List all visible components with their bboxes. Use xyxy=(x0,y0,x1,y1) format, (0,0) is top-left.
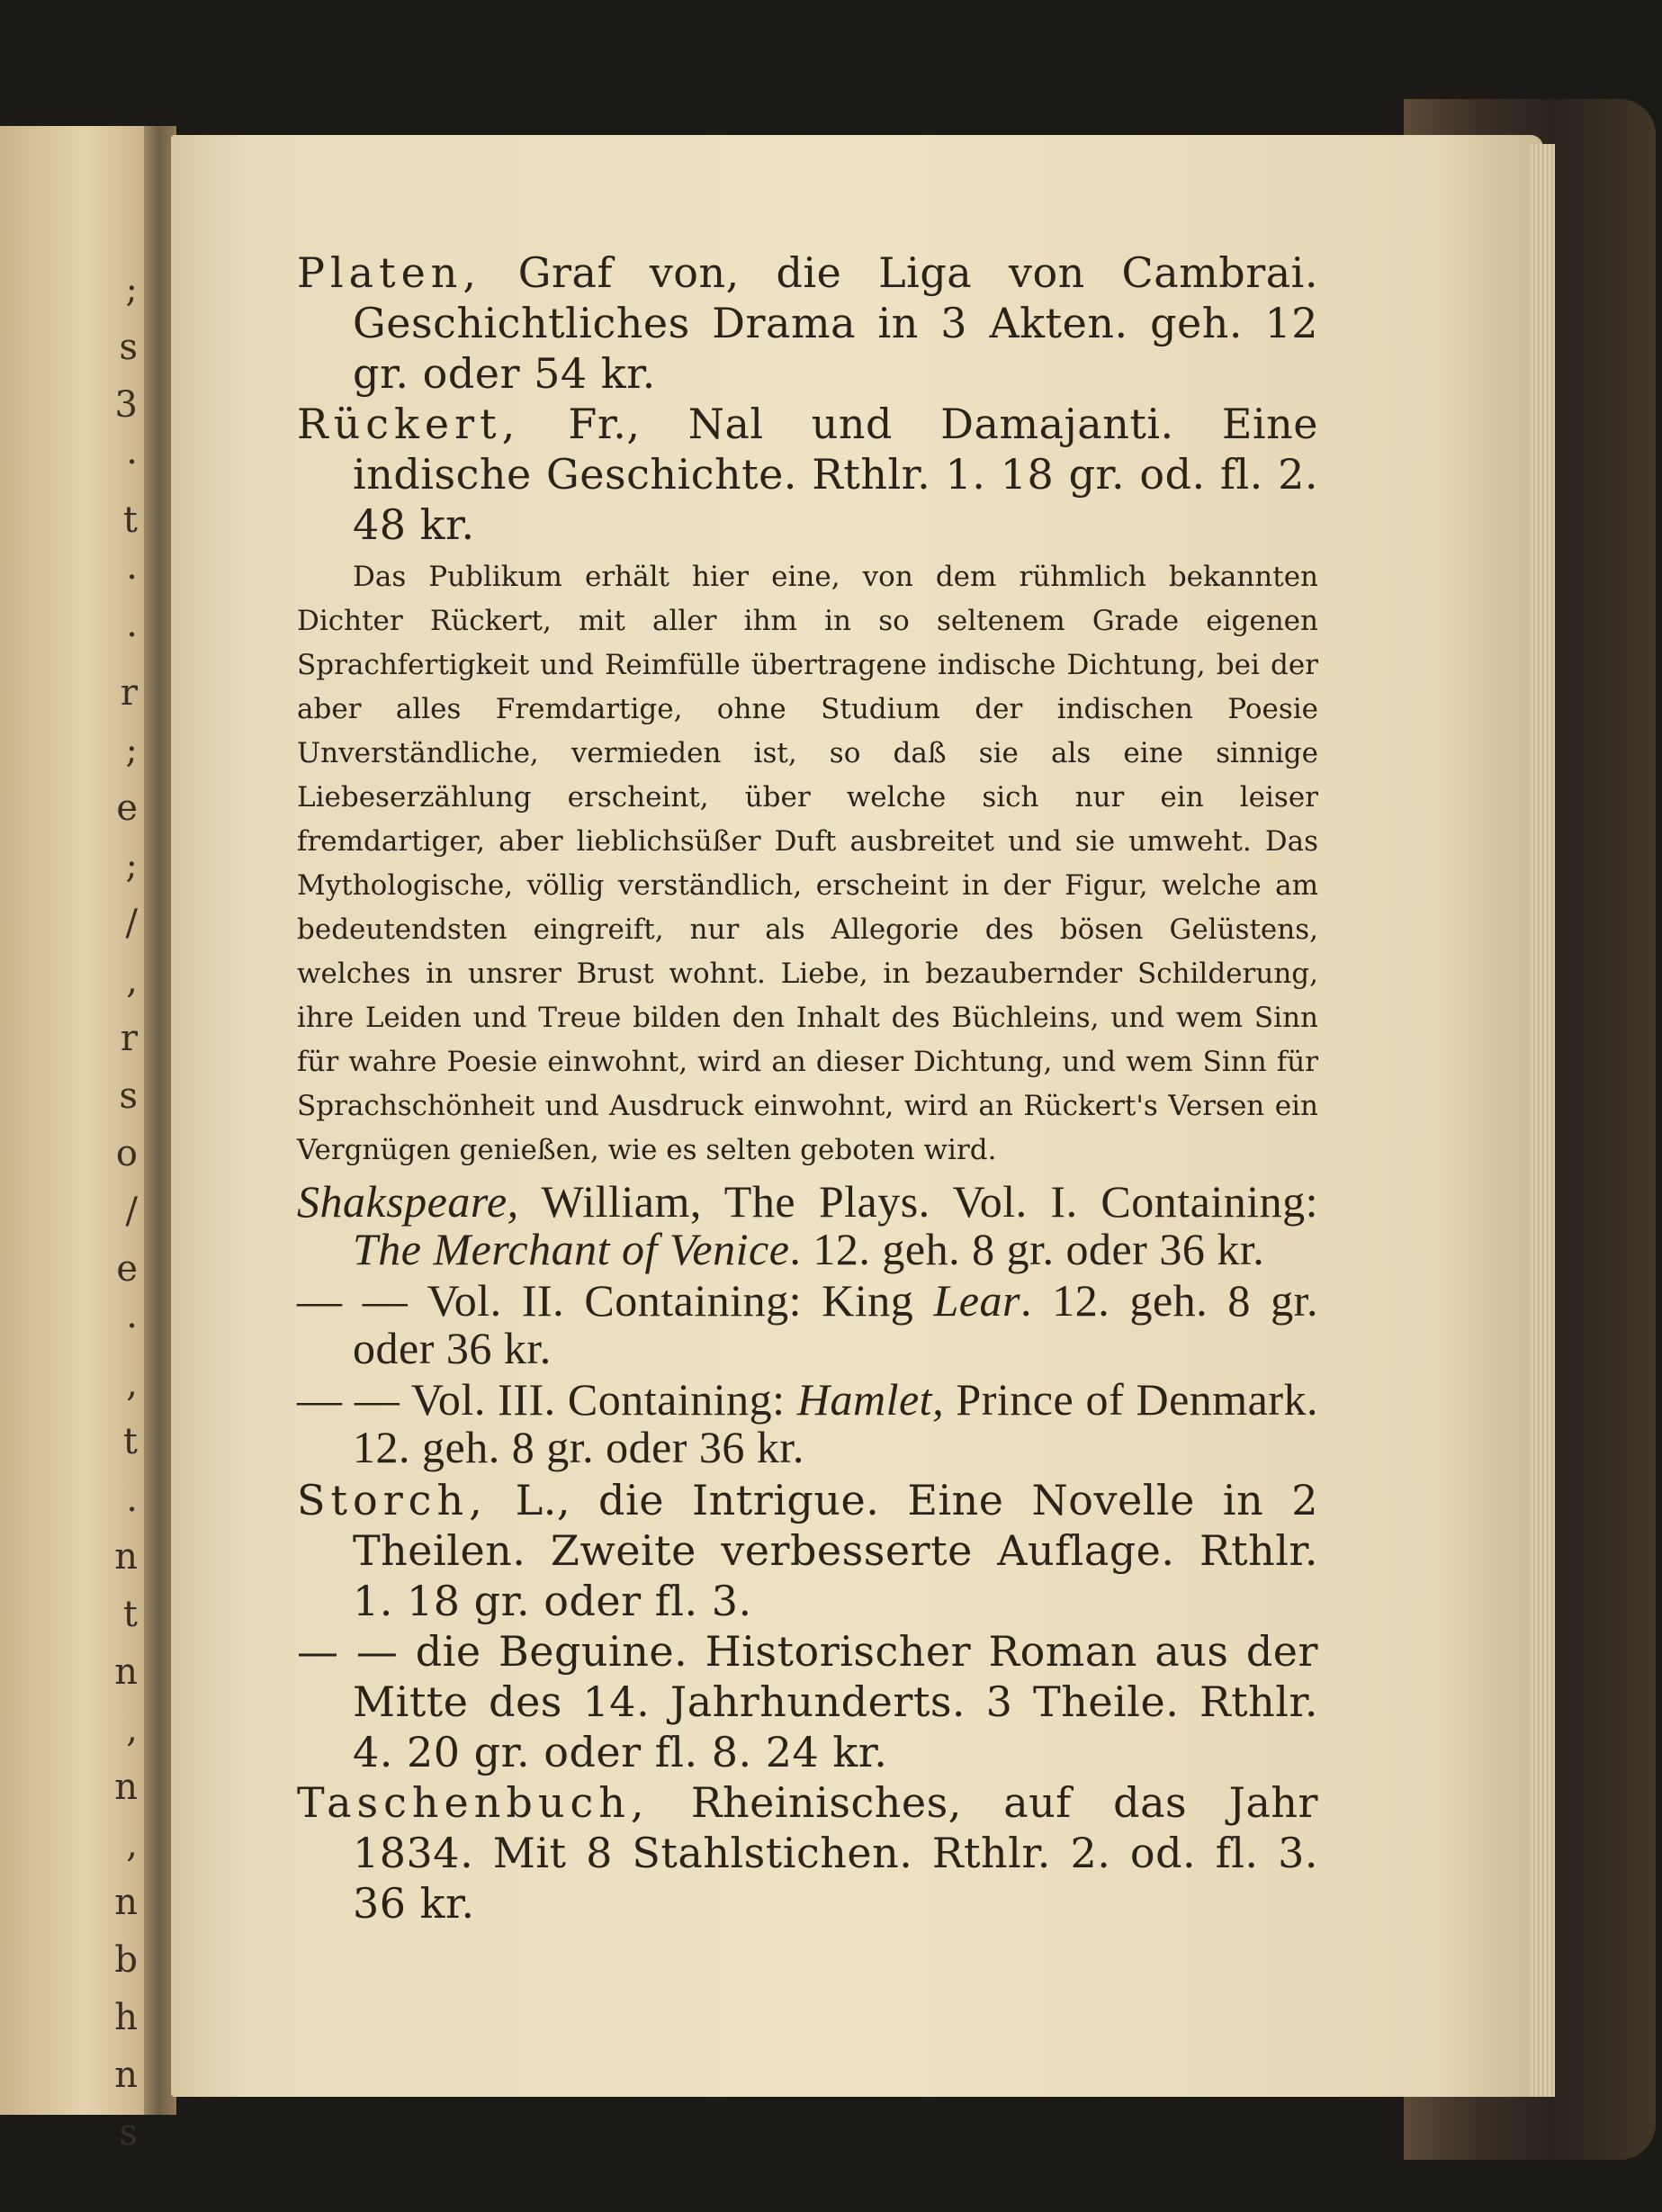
entry-shakspeare-vol3 xyxy=(297,1376,1318,1471)
margin-glyph: r xyxy=(120,1018,138,1059)
entry-title: The Merchant of Venice xyxy=(353,1224,790,1274)
entry-storch-intrigue xyxy=(297,1475,1318,1626)
margin-glyph: s xyxy=(119,327,138,368)
margin-glyph: ; xyxy=(125,845,138,886)
entry-platen xyxy=(297,247,1318,399)
margin-glyph: s xyxy=(119,1075,138,1117)
margin-glyph: · xyxy=(126,557,138,598)
margin-glyph: t xyxy=(122,1421,138,1462)
entry-text: Prince of Denmark. 12. geh. 8 gr. oder 36 kr. xyxy=(353,1374,1318,1472)
margin-glyph: ; xyxy=(125,730,138,771)
margin-glyph: t xyxy=(122,1594,138,1635)
margin-glyph: / xyxy=(125,903,138,944)
margin-glyph: 3 xyxy=(114,384,138,426)
margin-glyph: e xyxy=(116,787,138,829)
margin-glyph: . xyxy=(126,1479,138,1520)
margin-glyph: n xyxy=(114,1882,138,1923)
entry-author: Storch, xyxy=(297,1476,488,1524)
margin-glyph: b xyxy=(114,1939,138,1981)
margin-glyph: s xyxy=(119,2112,138,2154)
margin-glyph: n xyxy=(114,2055,138,2096)
margin-glyph: t xyxy=(122,499,138,541)
entry-text: . 12. geh. 8 gr. oder 36 kr. xyxy=(353,1275,1319,1373)
entry-storch-beguine xyxy=(297,1626,1318,1777)
entry-text: — — Vol. II. Containing: King xyxy=(297,1275,934,1326)
margin-glyph: r xyxy=(120,672,138,714)
entry-taschenbuch xyxy=(297,1777,1318,1929)
margin-glyph: ; xyxy=(125,269,138,310)
margin-glyph: e xyxy=(116,1248,138,1290)
entry-title: Hamlet, xyxy=(796,1374,945,1425)
entry-text: — — die Beguine. Historischer Roman aus der Mitte des 14. Jahrhunderts. 3 Theile. Rthlr. 4. 20 gr. oder fl. 8. 24 kr. xyxy=(297,1627,1318,1776)
entry-author: Rückert, xyxy=(297,400,521,448)
margin-glyph: , xyxy=(126,1363,138,1405)
margin-glyph: / xyxy=(125,1191,138,1232)
entry-author: Shakspeare, xyxy=(297,1176,519,1227)
entry-text: . 12. geh. 8 gr. oder 36 kr. xyxy=(789,1224,1265,1274)
left-page-fragment xyxy=(0,126,157,2154)
entry-text: L., die Intrigue. Eine Novelle in 2 Theilen. Zweite verbesserte Auflage. Rthlr. 1. 18 gr. oder fl. 3. xyxy=(353,1476,1318,1625)
margin-glyph: , xyxy=(126,1709,138,1750)
margin-glyph: n xyxy=(114,1651,138,1693)
entry-author: Taschenbuch, xyxy=(297,1778,650,1827)
entry-text: — — Vol. III. Containing: xyxy=(297,1374,797,1425)
page-edges xyxy=(1530,144,1555,2097)
margin-glyph: · xyxy=(126,442,138,483)
entry-text: Graf von, die Liga von Cambrai. Geschichtliches Drama in 3 Akten. geh. 12 gr. oder 54 kr. xyxy=(353,248,1318,398)
entry-author: Platen, xyxy=(297,248,482,297)
margin-glyph: n xyxy=(114,1767,138,1808)
left-margin-glyphs xyxy=(102,261,138,2162)
margin-glyph: h xyxy=(114,1997,138,2038)
catalog-text xyxy=(297,247,1318,1929)
entry-rueckert-description: Das Publikum erhält hier eine, von dem rühmlich bekannten Dichter Rückert, mit aller ihm in so seltenem Grade eigenen Sprachfertigkeit und Reimfülle übertragene indische Dichtung, bei der aber alles Fremdartige, ohne Studium der indischen Poesie Unverständliche, vermieden ist, so daß sie als eine sinnige Liebeserzählung erscheint, über welche sich nur ein leiser fremdartiger, aber lieblichsüßer Duft ausbreitet und sie umweht. Das Mythologische, völlig verständlich, erscheint in der Figur, welche am bedeutendsten eingreift, nur als Allegorie des bösen Gelüstens, welches in unsrer Brust wohnt. Liebe, in bezaubernder Schilderung, ihre Leiden und Treue bilden den Inhalt des Büchleins, und wem Sinn für wahre Poesie einwohnt, wird an dieser Dichtung, und wem Sinn für Sprachschönheit und Ausdruck einwohnt, wird an Rückert's Versen ein Vergnügen genießen, wie es selten geboten wird. xyxy=(297,561,1318,1166)
margin-glyph: o xyxy=(115,1133,138,1174)
entry-text: Rheinisches, auf das Jahr 1834. Mit 8 Stahlstichen. Rthlr. 2. od. fl. 3. 36 kr. xyxy=(353,1778,1318,1928)
entry-text: William, The Plays. Vol. I. Containing: xyxy=(518,1176,1318,1227)
margin-glyph: n xyxy=(114,1536,138,1578)
entry-title: Lear xyxy=(933,1275,1020,1326)
entry-shakspeare-vol2 xyxy=(297,1277,1318,1372)
margin-glyph: · xyxy=(126,615,138,656)
margin-glyph: , xyxy=(126,1824,138,1866)
margin-glyph: , xyxy=(126,960,138,1002)
entry-rueckert xyxy=(297,399,1318,550)
entry-text: Fr., Nal und Damajanti. Eine indische Geschichte. Rthlr. 1. 18 gr. od. fl. 2. 48 kr. xyxy=(353,400,1318,549)
entry-shakspeare-vol1 xyxy=(297,1178,1318,1273)
margin-glyph: · xyxy=(126,1306,138,1347)
